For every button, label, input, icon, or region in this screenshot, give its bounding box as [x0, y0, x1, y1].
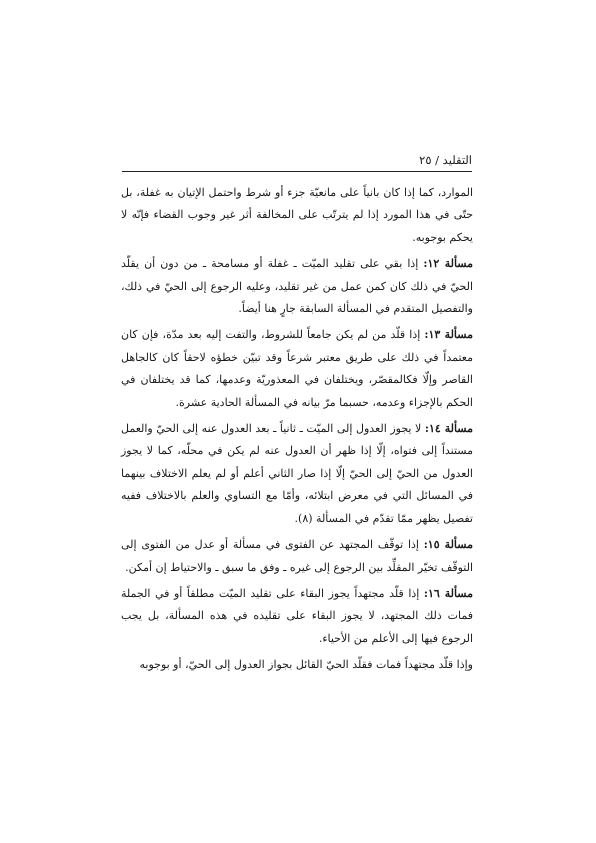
paragraph-text: إذا قلّد مجتهداً يجوز البقاء على تقليد الميّت مطلقاً أو في الجملة فمات ذلك المجتهد، لا يجوز البقاء على تقليده في هذه المسألة، بل يجب الرجوع فيها إلى الأعلم من الأحياء.	[121, 586, 473, 645]
paragraph-mas-ala-14	[121, 418, 473, 530]
paragraph-mas-ala-13	[121, 324, 473, 414]
paragraph-text: لا يجوز العدول إلى الميّت ـ ثانياً ـ بعد العدول عنه إلى الحيّ والعمل مستنداً إلى فتواه، إلّا إذا ظهر أن العدول عنه لم يكن في محلّه، كما لا يجوز العدول من الحيّ إلى الحيّ إلّا إذا صار الثاني أعلم أو لم يعلم الاختلاف بينهما في المسائل التي في معرض ابتلائه، وأمّا مع التساوي والعلم بالاختلاف ففيه تفصيل يظهر ممّا تقدّم في المسألة (٨).	[121, 422, 473, 525]
paragraph-label: مسألة ١٦:	[423, 586, 473, 600]
paragraph-text: الموارد، كما إذا كان بانياً على مانعيّة جزء أو شرط واحتمل الإتيان به غفلة، بل حتّى في هذا المورد إذا لم يترتّب على المخالفة أثر غير وجوب القضاء فإنّه لا يحكم بوجوبه.	[121, 186, 473, 244]
paragraph-text: إذا توقّف المجتهد عن الفتوى في مسألة أو عدل من الفتوى إلى التوقّف تخيّر المقلِّد بين الرجوع إلى غيره ـ وفق ما سبق ـ والاحتياط إن أمكن.	[121, 538, 473, 574]
running-header	[122, 151, 472, 172]
page-body	[121, 182, 473, 677]
paragraph-label: مسألة ١٤:	[424, 422, 474, 436]
paragraph-text: إذا بقي على تقليد الميّت ـ غفلة أو مسامحة ـ من دون أن يقلّد الحيّ في ذلك كان كمن عمل من غير تقليد، وعليه الرجوع إلى الحيّ في ذلك، والتفصيل المتقدم في المسألة السابقة جارٍ هنا أيضاً.	[121, 257, 473, 316]
paragraph-text: إذا قلّد من لم يكن جامعاً للشروط، والتفت إليه بعد مدّة، فإن كان معتمداً في ذلك على طريق معتبر شرعاً وقد تبيّن خطؤه لاحقاً كان كالجاهل القاصر وإلّا فكالمقصّر، ويختلفان في المعذوريّة وعدمها، كما قد يختلفان في الحكم بالإجزاء وعدمه، حسبما مرّ بيانه في المسألة الحادية عشرة.	[121, 328, 473, 409]
paragraph-label: مسألة ١٢:	[423, 257, 473, 271]
paragraph-mas-ala-12	[121, 253, 473, 320]
paragraph-final	[121, 654, 473, 676]
paragraph-text: وإذا قلّد مجتهداً فمات فقلّد الحيّ القائل بجواز العدول إلى الحيّ، أو بوجوبه	[139, 658, 473, 672]
paragraph-label: مسألة ١٣:	[424, 328, 473, 342]
paragraph-mas-ala-16	[121, 583, 473, 650]
paragraph-continuation	[121, 182, 473, 249]
header-title: التقليد / ٢٥	[419, 153, 472, 167]
paragraph-mas-ala-15	[121, 534, 473, 579]
paragraph-label: مسألة ١٥:	[423, 538, 473, 552]
